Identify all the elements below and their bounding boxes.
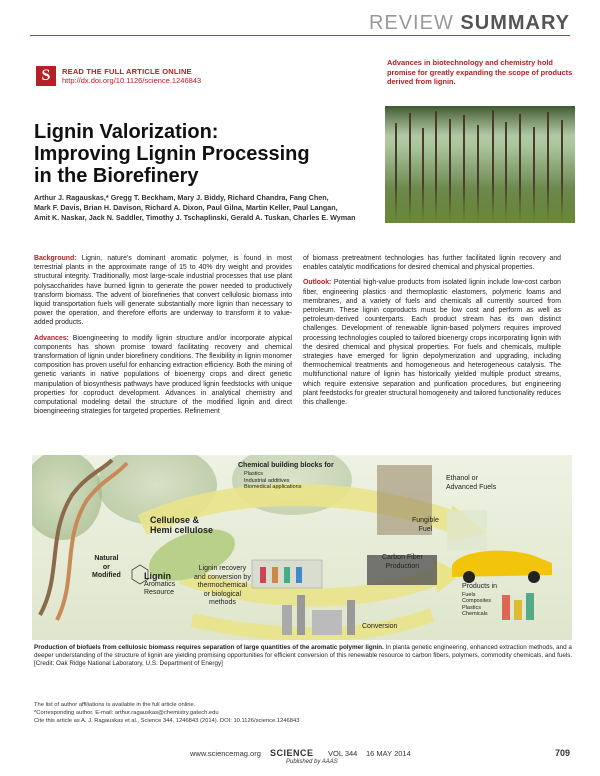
footnotes — [34, 701, 434, 726]
hemicellulose-line: Hemi cellulose — [150, 525, 214, 535]
or-line: or — [102, 563, 110, 571]
lignin-label — [144, 572, 175, 598]
product-item: Fuels — [462, 591, 476, 598]
outlook-text: Potential high-value products from isolated lignin include low-cost carbon fiber, engineering plastics and thermoplastic elastomers, polymeric foams and membranes, and a variety of fuels and chemicals all currently sourced from petroleum. These lignin coproducts must be low cost and perform as well as petroleum-derived counterparts. Each product stream has its own distinct challenges. Development of renewable lignin-based polymers requires improved processing technologies coupled to tailored bioenergy crops incorporating lignin with the desired chemical and physical properties. For fuels and chemicals, multiple strategies have emerged for lignin depolymerization and upgrading, including thermochemical treatments and homogeneous and heterogeneous catalysis. The multifunctional nature of lignin has historically yielded multiple product streams, which require extensive separation and purification procedures, but engineering plant feedstocks for greater structural homogeneity and tailored functionality reduces this challenge. — [303, 279, 561, 407]
recovery-label — [194, 565, 251, 608]
ethanol-line: Advanced Fuels — [446, 483, 497, 491]
section-header — [30, 12, 570, 36]
author-line: Amit K. Naskar, Jack N. Saddler, Timothy J. Tschaplinski, Gerald A. Tuskan, Charles E. Wyman — [34, 213, 356, 222]
left-column — [34, 254, 292, 422]
background-paragraph — [34, 254, 292, 328]
title-line: Improving Lignin Processing — [34, 143, 310, 165]
lignin-title: Lignin — [144, 571, 171, 581]
section-prefix: REVIEW — [368, 12, 454, 34]
chem-block-item: Plastics — [244, 471, 263, 477]
fungible-fuel-label — [412, 517, 439, 534]
science-logo-icon: S — [36, 66, 56, 86]
resource-line: Resource — [144, 589, 174, 596]
advances-paragraph — [34, 334, 292, 417]
product-item: Plastics — [462, 604, 481, 611]
advances-continuation: of biomass pretreatment technologies has further facilitated lignin recovery and enables catalytic modifications for desired chemical and physical properties. — [303, 255, 561, 272]
recovery-line: or biological — [203, 590, 242, 598]
right-column — [303, 254, 561, 413]
natural-line: Natural — [94, 555, 119, 562]
cellulose-line: Cellulose & — [150, 515, 200, 525]
ethanol-label — [446, 475, 496, 492]
chem-block-item: Biomedical applications — [244, 484, 302, 490]
chem-blocks-title: Chemical building blocks for — [238, 462, 334, 469]
section-title — [369, 12, 570, 35]
carbon-fiber-line: Carbon Fiber — [382, 554, 423, 561]
recovery-line: Lignin recovery — [198, 565, 247, 572]
products-title: Products in — [462, 583, 498, 590]
read-online-label: READ THE FULL ARTICLE ONLINE — [62, 67, 192, 76]
product-item: Chemicals — [462, 611, 488, 617]
chem-blocks-list — [244, 471, 301, 491]
aromatics-line: Aromatics — [144, 580, 176, 588]
footer-site: www.sciencemag.org — [190, 749, 261, 758]
outlook-heading: Outlook: — [303, 279, 332, 287]
products-label — [462, 583, 497, 618]
footnote-line: Cite this article as A. J. Ragauskas et al., Science 344, 1246843 (2014). DOI: 10.1126/science.1246843 — [34, 718, 300, 725]
doi-link[interactable]: http://dx.doi.org/10.1126/science.1246843 — [62, 76, 202, 85]
caption-bold: Production of biofuels from cellulosic biomass requires separation of large quantities of the aromatic polymer lignin. — [34, 644, 384, 651]
forest-photo — [385, 106, 575, 223]
modified-line: Modified — [92, 572, 121, 579]
title-line: in the Biorefinery — [34, 165, 199, 187]
author-line: Arthur J. Ragauskas,* Gregg T. Beckham, Mary J. Biddy, Richard Chandra, Fang Chen, — [34, 193, 329, 202]
outlook-paragraph — [303, 278, 561, 407]
caption-text: In planta genetic engineering, enhanced extraction methods, and a deeper understanding of the structure of lignin are yielding promising opportunities for efficient conversion of this renewable resource to carbon fibers, polymers, commodity chemicals, and fuels. [Credit: Oak Ridge National Laboratory, U.S. Department of Energy] — [34, 644, 573, 668]
footer-volume: VOL 344 — [328, 749, 358, 758]
figure-illustration — [32, 455, 572, 640]
advances-heading: Advances: — [34, 334, 69, 342]
read-online-box — [36, 66, 201, 86]
footnote-line: *Corresponding author. E-mail: arthur.ragauskas@chemistry.gatech.edu — [34, 710, 219, 717]
promo-text: Advances in biotechnology and chemistry hold promise for greatly expanding the scope of products derived from lignin. — [387, 58, 573, 86]
ethanol-line: Ethanol or — [446, 475, 478, 482]
carbon-fiber-line: Production — [385, 562, 420, 570]
recovery-line: and conversion by — [194, 573, 251, 581]
author-line: Mark F. Davis, Brian H. Davison, Richard A. Dixon, Paul Gilna, Martin Keller, Paul Langan, — [34, 203, 338, 212]
products-list — [462, 592, 497, 618]
background-text: Lignin, nature’s dominant aromatic polymer, is found in most terrestrial plants in the approximate range of 15 to 40% dry weight and provides structural integrity. Traditionally, most large-scale industrial processes that use plant polysaccharides have burned lignin to generate the power needed to productively transform biomass. The advent of biorefineries that convert cellulosic biomass into liquid transportation fuels will generate substantially more lignin than necessary to power the operation, and therefore efforts are underway to transform it to value-added products. — [34, 255, 292, 327]
article-title — [34, 121, 364, 187]
product-item: Composites — [462, 598, 492, 604]
fungible-line: Fungible — [412, 517, 439, 524]
figure-caption — [34, 644, 574, 669]
natural-modified-label — [92, 555, 121, 581]
fungible-line: Fuel — [418, 525, 433, 533]
section-suffix: SUMMARY — [460, 12, 570, 34]
footer-journal: SCIENCE — [270, 748, 314, 758]
cellulose-label — [150, 515, 213, 535]
footer-date: 16 MAY 2014 — [366, 749, 411, 758]
recovery-line: methods — [208, 599, 236, 606]
footer-publisher: Published by AAAS — [286, 759, 338, 765]
page-number: 709 — [555, 748, 571, 758]
footnote-line: The list of author affiliations is available in the full article online. — [34, 702, 196, 708]
conversion-label: Conversion — [362, 623, 398, 630]
carbon-fiber-label — [382, 554, 423, 571]
chem-block-item: Industrial additives — [244, 477, 290, 484]
advances-text: Bioengineering to modify lignin structure and/or incorporate atypical components has shown promise toward facilitating recovery and chemical transformation of lignin under biorefinery conditions. The flexibility in lignin monomer composition has proven useful for enhancing extraction efficiency. Both the mining of genetic variants in native populations of bioenergy crops and direct genetic manipulation of biosynthesis pathways have produced lignin feedstocks with unique properties for coproduct development. Advances in analytical chemistry and computational modeling detail the structure of the modified lignin and direct bioengineering strategies for targeted properties. Refinement — [34, 334, 292, 416]
title-line: Lignin Valorization: — [34, 121, 219, 143]
recovery-line: thermochemical — [197, 582, 248, 589]
author-list — [34, 193, 379, 223]
background-heading: Background: — [34, 255, 77, 262]
